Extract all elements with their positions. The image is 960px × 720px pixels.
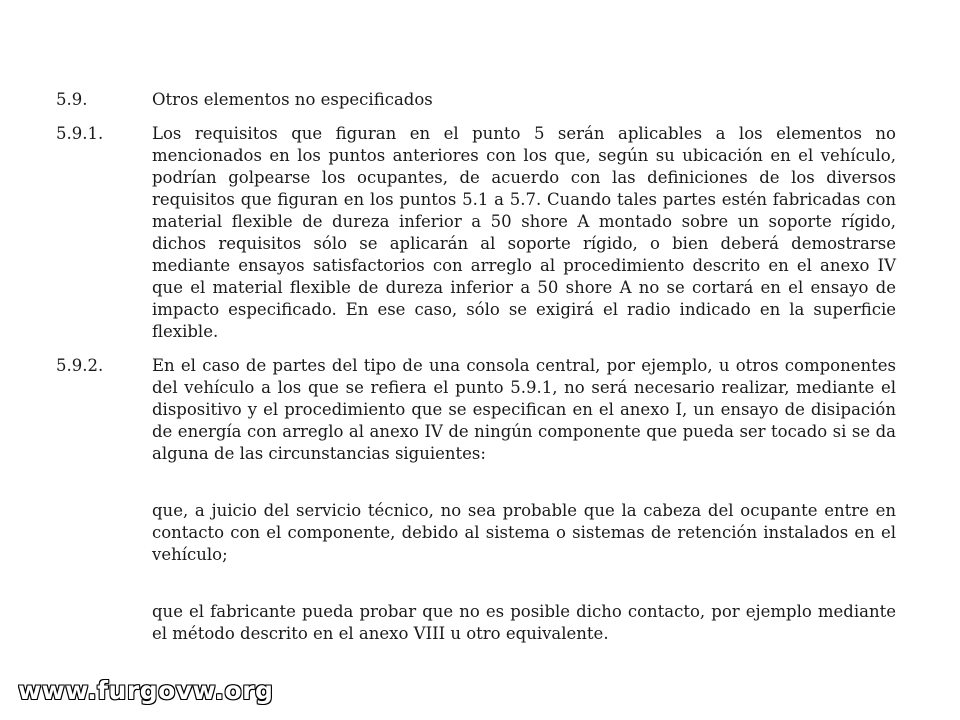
section-body bbox=[152, 123, 896, 343]
section-5-9-1 bbox=[56, 123, 896, 343]
section-5-9 bbox=[56, 89, 896, 111]
paragraph-condition-2: que el fabricante pueda probar que no es posible dicho contacto, por ejemplo mediante el método descrito en el anexo VIII u otro equivalente. bbox=[152, 602, 896, 643]
section-body bbox=[152, 89, 896, 111]
section-number: 5.9.2. bbox=[56, 356, 104, 375]
section-body bbox=[152, 355, 896, 645]
paragraph: Los requisitos que figuran en el punto 5 serán aplicables a los elementos no mencionados en los puntos anteriores con los que, según su ubicación en el vehículo, podrían golpearse los ocupantes, de acuerdo con las definiciones de los diversos requisitos que figuran en los puntos 5.1 a 5.7. Cuando tales partes estén fabricadas con material flexible de dureza inferior a 50 shore A montado sobre un soporte rígido, dichos requisitos sólo se aplicarán al soporte rígido, o bien deberá demostrarse mediante ensayos satisfactorios con arreglo al procedimiento descrito en el anexo IV que el material flexible de dureza inferior a 50 shore A no se cortará en el ensayo de impacto especificado. En ese caso, sólo se exigirá el radio indicado en la superficie flexible. bbox=[152, 124, 896, 341]
watermark-logo: www.furgovw.org bbox=[18, 676, 274, 705]
section-heading: Otros elementos no especificados bbox=[152, 90, 433, 109]
paragraph-condition-1: que, a juicio del servicio técnico, no sea probable que la cabeza del ocupante entre en contacto con el componente, debido al sistema o sistemas de retención instalados en el vehículo; bbox=[152, 501, 896, 564]
section-number: 5.9.1. bbox=[56, 124, 104, 143]
section-5-9-2 bbox=[56, 355, 896, 645]
section-number: 5.9. bbox=[56, 90, 88, 109]
paragraph: En el caso de partes del tipo de una consola central, por ejemplo, u otros componentes del vehículo a los que se refiera el punto 5.9.1, no será necesario realizar, mediante el dispositivo y el procedimiento que se especifican en el anexo I, un ensayo de disipación de energía con arreglo al anexo IV de ningún componente que pueda ser tocado si se da alguna de las circunstancias siguientes: bbox=[152, 356, 896, 463]
